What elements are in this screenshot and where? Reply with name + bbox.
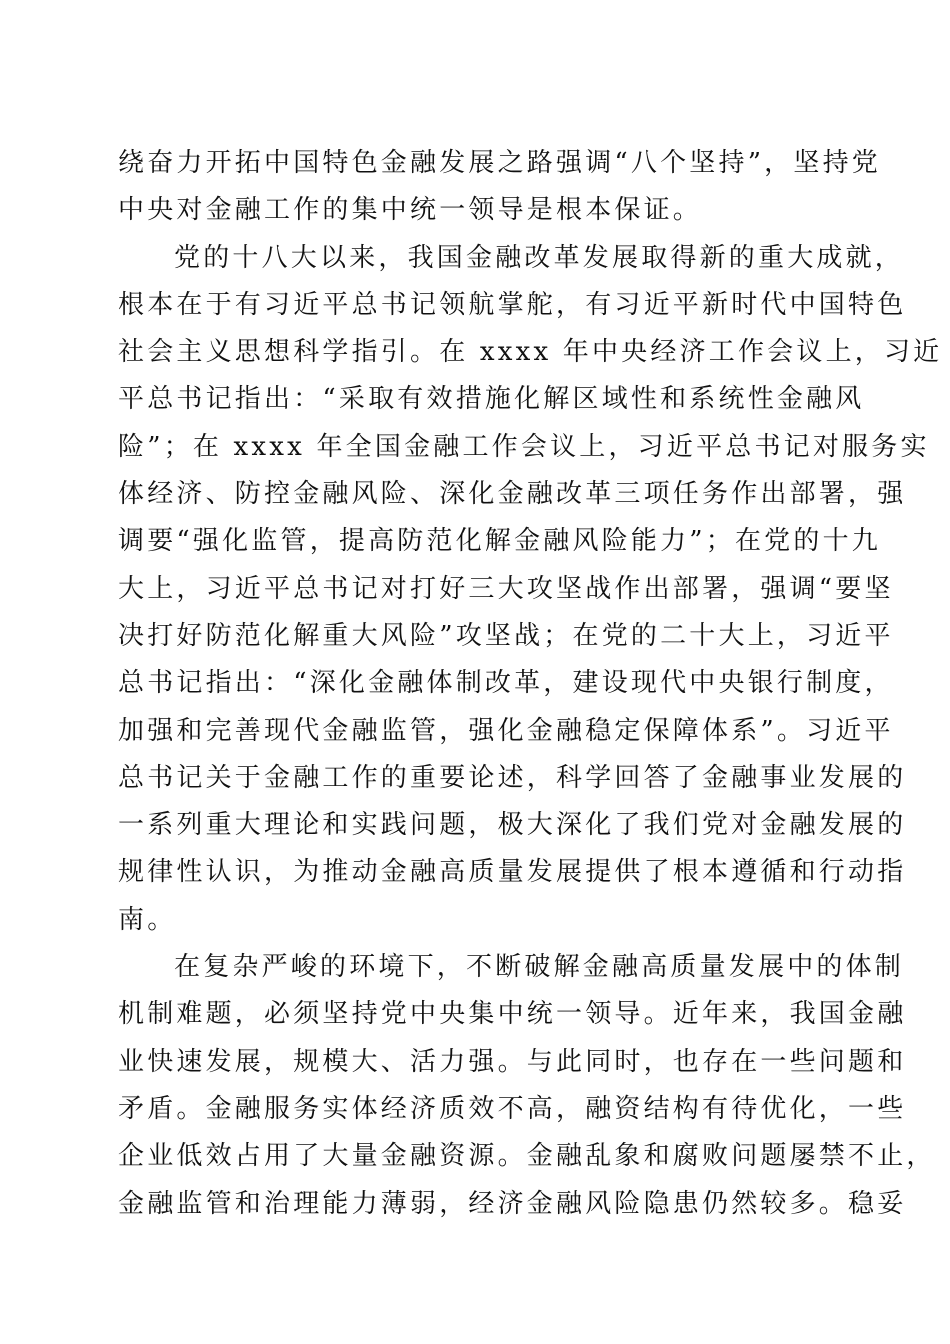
text-line: 决打好防范化解重大风险”攻坚战；在党的二十大上，习近平	[118, 620, 894, 651]
text-line: 加强和完善现代金融监管，强化金融稳定保障体系”。习近平	[118, 715, 894, 746]
text-line: 中央对金融工作的集中统一领导是根本保证。	[118, 195, 703, 226]
text-line: 体经济、防控金融风险、深化金融改革三项任务作出部署，强	[118, 479, 907, 510]
paragraph-1	[118, 140, 881, 235]
text-line: 金融监管和治理能力薄弱，经济金融风险隐患仍然较多。稳妥	[118, 1188, 907, 1219]
text-line: 在复杂严峻的环境下，不断破解金融高质量发展中的体制	[174, 952, 905, 983]
text-line: 党的十八大以来，我国金融改革发展取得新的重大成就，	[174, 242, 905, 273]
text-line: 平总书记指出：“采取有效措施化解区域性和系统性金融风	[118, 384, 865, 415]
paragraph-3	[118, 944, 936, 1228]
text-line: 险”；在 xxxx 年全国金融工作会议上，习近平总书记对服务实	[118, 431, 930, 462]
text-line: 社会主义思想科学指引。在 xxxx 年中央经济工作会议上，习近	[118, 337, 943, 368]
text-line: 矛盾。金融服务实体经济质效不高，融资结构有待优化，一些	[118, 1093, 907, 1124]
text-line: 南。	[118, 904, 177, 935]
text-line: 绕奋力开拓中国特色金融发展之路强调“八个坚持”，坚持党	[118, 148, 881, 178]
paragraph-2	[118, 235, 943, 944]
text-line: 根本在于有习近平总书记领航掌舵，有习近平新时代中国特色	[118, 289, 907, 320]
text-line: 机制难题，必须坚持党中央集中统一领导。近年来，我国金融	[118, 999, 907, 1030]
text-line: 总书记指出：“深化金融体制改革，建设现代中央银行制度，	[118, 668, 894, 699]
text-line: 一系列重大理论和实践问题，极大深化了我们党对金融发展的	[118, 810, 907, 841]
text-line: 规律性认识，为推动金融高质量发展提供了根本遵循和行动指	[118, 857, 907, 888]
document-body	[118, 140, 943, 1228]
text-line: 企业低效占用了大量金融资源。金融乱象和腐败问题屡禁不止，	[118, 1141, 936, 1172]
text-line: 总书记关于金融工作的重要论述，科学回答了金融事业发展的	[118, 762, 907, 793]
text-line: 调要“强化监管，提高防范化解金融风险能力”；在党的十九	[118, 526, 881, 557]
text-line: 大上，习近平总书记对打好三大攻坚战作出部署，强调“要坚	[118, 573, 894, 604]
text-line: 业快速发展，规模大、活力强。与此同时，也存在一些问题和	[118, 1046, 907, 1077]
